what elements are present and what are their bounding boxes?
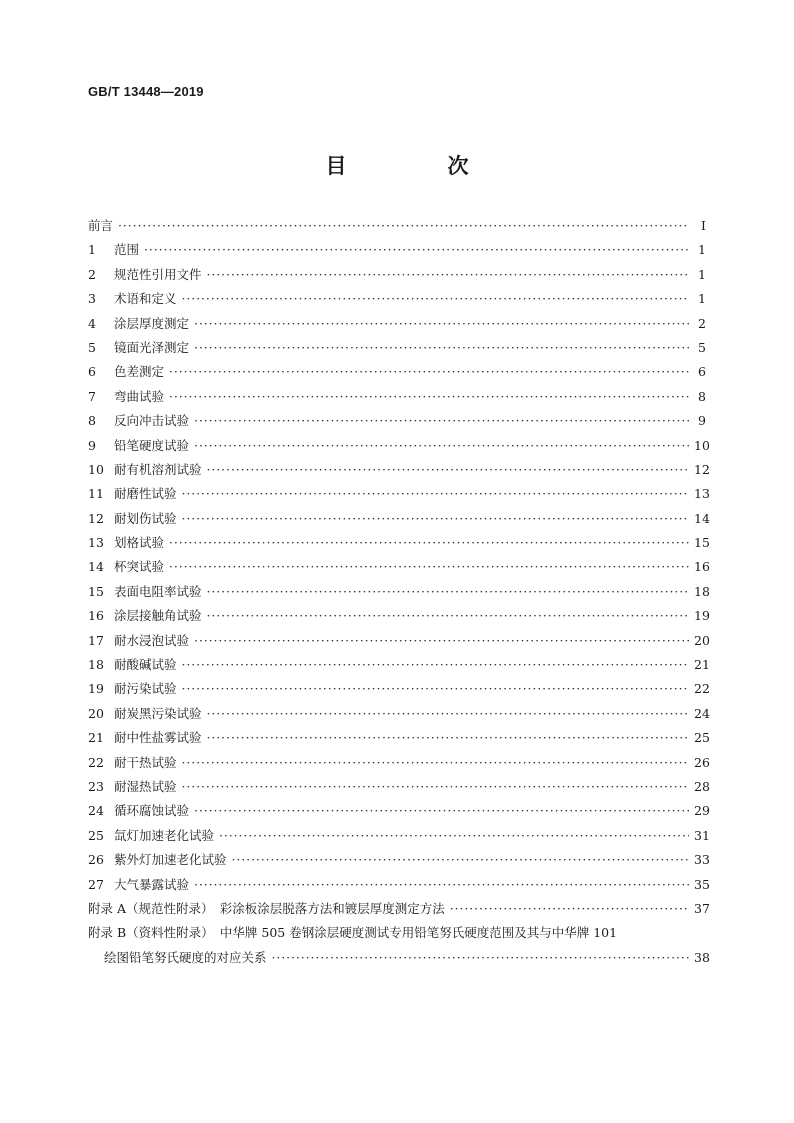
toc-leader-dots [194, 629, 689, 653]
toc-entry[interactable] [88, 824, 710, 848]
toc-entry[interactable] [88, 214, 706, 238]
toc-entry-number: 17 [88, 632, 104, 648]
toc-entry-label: 紫外灯加速老化试验 [114, 852, 227, 868]
toc-entry[interactable] [88, 677, 710, 701]
toc-entry[interactable] [88, 604, 710, 628]
toc-entry[interactable] [88, 702, 710, 726]
toc-entry[interactable] [88, 287, 706, 311]
toc-entry-label: 色差测定 [114, 364, 165, 380]
toc-leader-dots [169, 360, 689, 384]
toc-entry[interactable] [88, 629, 710, 653]
toc-entry-label: 镜面光泽测定 [114, 339, 190, 355]
toc-entry-label: 耐湿热试验 [114, 778, 177, 794]
toc-annex-a-page: 37 [694, 900, 710, 916]
toc-entry-page: Ⅰ [701, 218, 706, 233]
toc-entry[interactable] [88, 873, 710, 897]
toc-entry-label: 范围 [114, 242, 140, 258]
toc-leader-dots [182, 507, 689, 531]
toc-entry-label: 耐水浸泡试验 [114, 632, 190, 648]
toc-leader-dots [450, 897, 689, 921]
toc-entry-label: 涂层接触角试验 [114, 608, 202, 624]
toc-entry-page: 12 [694, 461, 710, 477]
toc-leader-dots [169, 531, 689, 555]
toc-entry-page: 8 [698, 388, 706, 404]
toc-entry-page: 26 [694, 754, 710, 770]
toc-entry-page: 5 [698, 339, 706, 355]
toc-entry-label: 涂层厚度测定 [114, 315, 190, 331]
toc-entry-label: 循环腐蚀试验 [114, 803, 190, 819]
toc-leader-dots [169, 555, 689, 579]
toc-entry-label: 氙灯加速老化试验 [114, 827, 215, 843]
toc-entry-page: 22 [694, 681, 710, 697]
toc-entry-number: 9 [88, 437, 96, 453]
toc-entry-label: 耐污染试验 [114, 681, 177, 697]
toc-leader-dots [144, 238, 689, 262]
toc-entry-number: 25 [88, 827, 104, 843]
toc-entry-number: 21 [88, 730, 104, 746]
toc-entry-number: 5 [88, 339, 96, 355]
toc-leader-dots [182, 653, 689, 677]
toc-leader-dots [194, 409, 689, 433]
toc-entry-page: 16 [694, 559, 710, 575]
toc-leader-dots [207, 580, 689, 604]
toc-leader-dots [207, 702, 689, 726]
toc-entry-label: 术语和定义 [114, 291, 177, 307]
toc-entry-page: 33 [694, 852, 710, 868]
toc-entry[interactable] [88, 555, 710, 579]
toc-entry-page: 21 [694, 657, 710, 673]
toc-entry-number: 1 [88, 242, 96, 258]
toc-leader-dots [182, 482, 689, 506]
toc-entry-number: 7 [88, 388, 96, 404]
toc-leader-dots [194, 434, 689, 458]
toc-entry-page: 10 [694, 437, 710, 453]
toc-entry-number: 20 [88, 705, 104, 721]
toc-leader-dots [194, 336, 689, 360]
toc-entry-label: 耐干热试验 [114, 754, 177, 770]
toc-entry-page: 1 [698, 242, 706, 258]
toc-leader-dots [182, 751, 689, 775]
toc-entry-number: 3 [88, 291, 96, 307]
toc-leader-dots [272, 946, 689, 970]
toc-leader-dots [207, 263, 689, 287]
toc-entry[interactable] [88, 336, 706, 360]
toc-entry-label: 表面电阻率试验 [114, 583, 202, 599]
toc-entry-page: 6 [698, 364, 706, 380]
toc-entry[interactable] [88, 726, 710, 750]
toc-entry[interactable] [88, 507, 710, 531]
toc-annex-b-line1: 附录 B（资料性附录） 中华牌 505 卷钢涂层硬度测试专用铅笔努氏硬度范围及其与中华牌 101 [88, 925, 618, 941]
toc-annex-a-label: 附录 A（规范性附录） 彩涂板涂层脱落方法和镀层厚度测定方法 [88, 900, 445, 916]
toc-entry[interactable] [88, 580, 710, 604]
toc-entry-number: 10 [88, 461, 104, 477]
toc-entry-number: 8 [88, 413, 96, 429]
toc-leader-dots [207, 726, 689, 750]
toc-entry-number: 16 [88, 608, 104, 624]
toc-entry[interactable] [88, 531, 710, 555]
toc-entry-label: 杯突试验 [114, 559, 165, 575]
toc-leader-dots [194, 873, 689, 897]
toc-entry-number: 23 [88, 778, 104, 794]
toc-entry[interactable] [88, 751, 710, 775]
page-title: 目 次 [325, 154, 509, 178]
toc-entry-label: 耐划伤试验 [114, 510, 177, 526]
toc-entry[interactable] [88, 482, 710, 506]
toc-entry-label: 弯曲试验 [114, 388, 165, 404]
toc-leader-dots [207, 604, 689, 628]
toc-annex-b-line2: 绘图铅笔努氏硬度的对应关系 [104, 949, 267, 965]
toc-leader-dots [118, 214, 689, 238]
toc-entry-page: 20 [694, 632, 710, 648]
toc-entry[interactable] [88, 409, 706, 433]
toc-entry-number: 6 [88, 364, 96, 380]
standard-code: GB/T 13448—2019 [88, 84, 204, 99]
table-of-contents [88, 214, 710, 970]
toc-entry-label: 铅笔硬度试验 [114, 437, 190, 453]
toc-entry-number: 19 [88, 681, 104, 697]
toc-entry-label: 规范性引用文件 [114, 266, 202, 282]
toc-entry-label: 大气暴露试验 [114, 876, 190, 892]
toc-entry-number: 26 [88, 852, 104, 868]
toc-entry-page: 13 [694, 486, 710, 502]
toc-entry-page: 15 [694, 535, 710, 551]
toc-entry-number: 12 [88, 510, 104, 526]
toc-annex-b[interactable] [88, 921, 710, 970]
toc-entry-number: 11 [88, 486, 104, 502]
toc-entry-page: 28 [694, 778, 710, 794]
toc-entry-number: 22 [88, 754, 104, 770]
toc-entry-number: 14 [88, 559, 104, 575]
toc-entry[interactable] [88, 312, 706, 336]
toc-entry-page: 2 [698, 315, 706, 331]
toc-leader-dots [182, 287, 689, 311]
toc-leader-dots [169, 385, 689, 409]
toc-entry-label: 耐炭黑污染试验 [114, 705, 202, 721]
toc-entry-label: 耐磨性试验 [114, 486, 177, 502]
toc-entry-page: 1 [698, 266, 706, 282]
toc-leader-dots [232, 848, 689, 872]
toc-entry-page: 24 [694, 705, 710, 721]
toc-entry[interactable] [88, 360, 706, 384]
toc-entry[interactable] [88, 263, 706, 287]
toc-entry-page: 31 [694, 827, 710, 843]
toc-entry[interactable] [88, 775, 710, 799]
toc-annex-b-page: 38 [694, 949, 710, 965]
toc-leader-dots [219, 824, 689, 848]
toc-leader-dots [182, 775, 689, 799]
toc-entry-page: 14 [694, 510, 710, 526]
toc-annex-a[interactable] [88, 897, 710, 921]
toc-entry-number: 18 [88, 657, 104, 673]
toc-entry-page: 29 [694, 803, 710, 819]
toc-entry-number: 4 [88, 315, 96, 331]
toc-entry[interactable] [88, 458, 710, 482]
toc-leader-dots [194, 312, 689, 336]
toc-entry-label: 反向冲击试验 [114, 413, 190, 429]
toc-entry-page: 19 [694, 608, 710, 624]
toc-entry-number: 15 [88, 583, 104, 599]
toc-leader-dots [207, 458, 689, 482]
toc-entry[interactable] [88, 238, 706, 262]
toc-entry-number: 24 [88, 803, 104, 819]
toc-entry[interactable] [88, 653, 710, 677]
toc-leader-dots [194, 799, 689, 823]
toc-entry-page: 25 [694, 730, 710, 746]
toc-entry-page: 35 [694, 876, 710, 892]
toc-entry[interactable] [88, 848, 710, 872]
toc-entry-label: 耐中性盐雾试验 [114, 730, 202, 746]
toc-entry-label: 前言 [88, 218, 114, 233]
toc-entry-page: 1 [698, 291, 706, 307]
toc-entry[interactable] [88, 434, 710, 458]
toc-entry-number: 2 [88, 266, 96, 282]
toc-entry[interactable] [88, 799, 710, 823]
toc-entry-label: 耐酸碱试验 [114, 657, 177, 673]
toc-entry-number: 13 [88, 535, 104, 551]
toc-entry-page: 18 [694, 583, 710, 599]
toc-entry-page: 9 [698, 413, 706, 429]
toc-entry[interactable] [88, 385, 706, 409]
toc-entry-label: 耐有机溶剂试验 [114, 461, 202, 477]
toc-entry-number: 27 [88, 876, 104, 892]
toc-entry-label: 划格试验 [114, 535, 165, 551]
toc-leader-dots [182, 677, 689, 701]
